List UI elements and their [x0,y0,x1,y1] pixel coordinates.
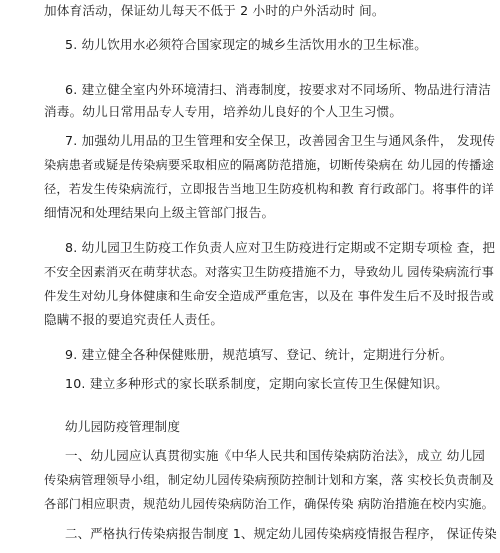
text-line: 径，若发生传染病流行，立即报告当地卫生防疫机构和教 育行政部门。将事件的详 [44,182,495,196]
text-line: 隐瞒不报的要追究责任人责任。 [44,312,224,327]
text-line: 细情况和处理结果向上级主管部门报告。 [44,205,275,220]
text-line: 传染病管理领导小组，制定幼儿园传染病预防控制计划和方案，落 实校长负责制及 [44,473,495,487]
text-line: 不安全因素消灭在萌芽状态。对落实卫生防疫措施不力，导致幼儿 园传染病流行事 [44,265,495,279]
text-line: 5. 幼儿饮用水必须符合国家现定的城乡生活饮用水的卫生标准。 [65,37,428,52]
text-line: 10. 建立多种形式的家长联系制度，定期向家长宣传卫生保健知识。 [65,376,449,391]
text-line: 加体育活动，保证幼儿每天不低于 2 小时的户外活动时 间。 [44,3,385,18]
section-heading: 幼儿园防疫管理制度 [65,419,181,434]
text-line: 一、幼儿园应认真贯彻实施《中华人民共和国传染病防治法》，成立 幼儿园 [65,448,486,463]
text-line: 件发生对幼儿身体健康和生命安全造成严重危害，以及在 事件发生后不及时报告或 [44,289,495,303]
text-line: 7. 加强幼儿用品的卫生管理和安全保卫，改善园舍卫生与通风条件， 发现传 [65,133,496,148]
text-line: 消毒。幼儿日常用品专人专用，培养幼儿良好的个人卫生习惯。 [44,104,403,119]
text-line: 二、严格执行传染病报告制度 1、规定幼儿园传染病疫情报告程序， 保证传染 [65,526,497,541]
text-line: 6. 建立健全室内外环境清扫、消毒制度，按要求对不同场所、物品进行清洁 [65,82,492,97]
text-line: 各部门相应职责，规范幼儿园传染病防治工作，确保传染 病防治措施在校内实施。 [44,497,495,511]
text-line: 9. 建立健全各种保健账册，规范填写、登记、统计，定期进行分析。 [65,347,453,362]
text-line: 染病患者或疑是传染病要采取相应的隔离防范措施，切断传染病在 幼儿园的传播途 [44,158,495,172]
text-line: 8. 幼儿园卫生防疫工作负责人应对卫生防疫进行定期或不定期专项检 查，把 [65,240,496,255]
